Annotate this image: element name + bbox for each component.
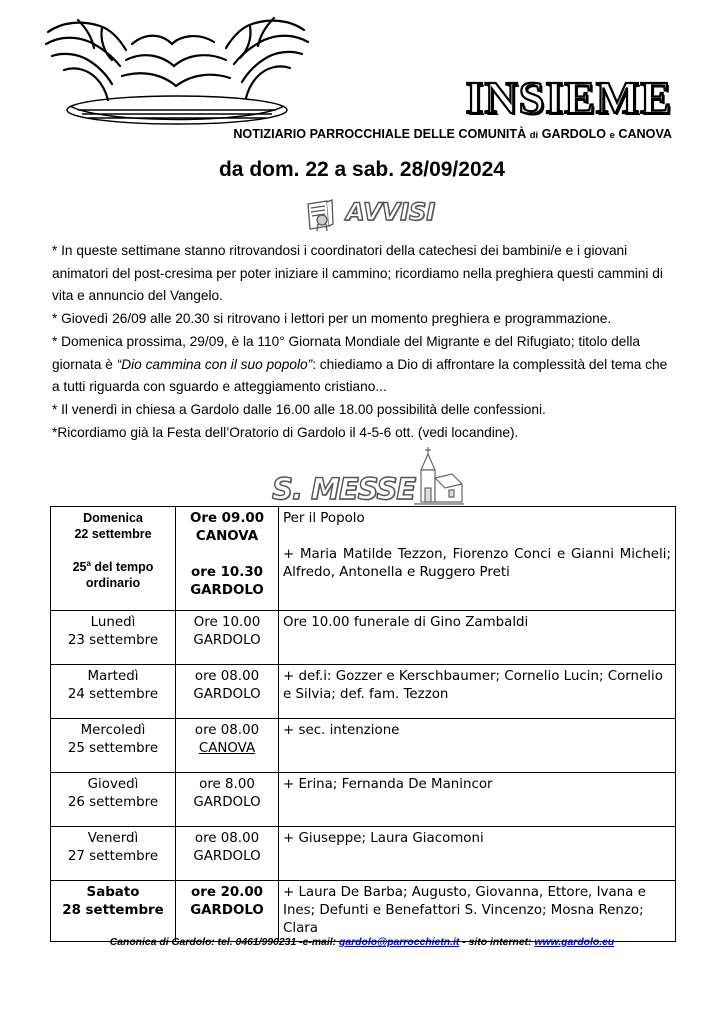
tuesday-time: ore 08.00	[194, 669, 260, 684]
thursday-place: GARDOLO	[193, 795, 261, 810]
sunday-place-1: CANOVA	[195, 529, 259, 544]
table-row-sunday	[51, 507, 676, 611]
wednesday-day-cell	[51, 719, 176, 773]
wednesday-date: 25 settembre	[67, 741, 159, 756]
monday-date: 23 settembre	[67, 633, 159, 648]
table-row-friday	[51, 827, 676, 881]
friday-intent: + Giuseppe; Laura Giacomoni	[279, 827, 676, 881]
sunday-intent-2: + Maria Matilde Tezzon, Fiorenzo Conci e Gianni Micheli; Alfredo, Antonella e Ruggero Preti	[283, 547, 671, 580]
wednesday-place: CANOVA	[198, 741, 256, 756]
sunday-day-cell	[51, 507, 176, 611]
sunday-liturgical-note	[55, 556, 171, 575]
sunday-date: 22 settembre	[74, 527, 152, 541]
sunday-time-cell	[176, 507, 279, 611]
friday-day-cell	[51, 827, 176, 881]
table-row-wednesday	[51, 719, 676, 773]
friday-time: ore 08.00	[194, 831, 260, 846]
sunday-place-2: GARDOLO	[190, 583, 264, 598]
monday-place: GARDOLO	[193, 633, 261, 648]
sunday-liturgical-note-line2: ordinario	[85, 576, 141, 591]
table-row-tuesday	[51, 665, 676, 719]
notices-block	[52, 240, 677, 444]
thursday-time: ore 8.00	[199, 777, 255, 792]
sunday-time-1: Ore 09.00	[189, 511, 265, 526]
monday-time: Ore 10.00	[193, 615, 261, 630]
tuesday-day-cell	[51, 665, 176, 719]
thursday-day: Giovedì	[87, 777, 139, 792]
notice-migrant-day-a: * Domenica prossima, 29/09, è la 110° Giornata Mondiale del Migrante e del Rifugiato; titolo della giornata è	[52, 333, 641, 372]
friday-time-cell	[176, 827, 279, 881]
sunday-note-number: 25	[72, 560, 87, 575]
table-row-thursday	[51, 773, 676, 827]
footer-site-text: - sito internet:	[459, 937, 535, 948]
thursday-intent: + Erina; Fernanda De Manincor	[279, 773, 676, 827]
monday-time-cell	[176, 611, 279, 665]
sunday-intent-1: Per il Popolo	[283, 511, 365, 526]
subtitle-di: di	[529, 130, 539, 141]
notice-migrant-day-c: : chiediamo a Dio di affrontare la complessità del tema che a tutti riguarda con sguardo e atteggiamento cristiano...	[52, 356, 668, 395]
wednesday-time-cell	[176, 719, 279, 773]
saturday-date: 28 settembre	[62, 903, 164, 918]
friday-day: Venerdì	[87, 831, 139, 846]
subtitle-canova: CANOVA	[618, 127, 672, 141]
monday-day: Lunedì	[90, 615, 136, 630]
messe-title: S. MESSE	[272, 472, 416, 506]
saturday-place: GARDOLO	[190, 903, 264, 918]
friday-place: GARDOLO	[193, 849, 261, 864]
tuesday-place: GARDOLO	[193, 687, 261, 702]
wednesday-intent: + sec. intenzione	[279, 719, 676, 773]
hands-illustration	[42, 14, 312, 132]
wednesday-day: Mercoledì	[80, 723, 146, 738]
tuesday-time-cell	[176, 665, 279, 719]
newsletter-subtitle	[180, 127, 672, 141]
wednesday-time: ore 08.00	[194, 723, 260, 738]
saturday-time: ore 20.00	[191, 885, 263, 900]
saturday-intent: + Laura De Barba; Augusto, Giovanna, Ettore, Ivana e Ines; Defunti e Benefattori S. Vincenzo; Mosna Renzo; Clara	[279, 881, 676, 942]
notice-confessions: * Il venerdì in chiesa a Gardolo dalle 16.00 alle 18.00 possibilità delle confessioni.	[52, 401, 546, 417]
saturday-day-cell	[51, 881, 176, 942]
tuesday-date: 24 settembre	[67, 687, 159, 702]
footer-contacts	[0, 937, 724, 948]
footer-website-link[interactable]: www.gardolo.eu	[534, 937, 615, 948]
sunday-day: Domenica	[83, 511, 143, 525]
thursday-date: 26 settembre	[67, 795, 159, 810]
church-icon	[408, 444, 464, 506]
thursday-day-cell	[51, 773, 176, 827]
notice-migrant-day	[52, 331, 677, 399]
avvisi-title: AVVISI	[346, 198, 436, 226]
thursday-time-cell	[176, 773, 279, 827]
sunday-intent-cell	[279, 507, 676, 611]
tuesday-intent: + def.i: Gozzer e Kerschbaumer; Cornelio Lucin; Cornelio e Silvia; def. fam. Tezzon	[279, 665, 676, 719]
footer-phone-text: Canonica di Gardolo: tel. 0461/990231 -e-mail:	[109, 937, 339, 948]
monday-intent: Ore 10.00 funerale di Gino Zambaldi	[279, 611, 676, 665]
sunday-time-2: ore 10.30	[191, 565, 263, 580]
sunday-note-rest: del tempo	[90, 560, 154, 575]
subtitle-main: NOTIZIARIO PARROCCHIALE DELLE COMUNITÀ	[233, 127, 527, 141]
noticeboard-icon	[305, 198, 335, 232]
week-dates: da dom. 22 a sab. 28/09/2024	[218, 158, 505, 181]
saturday-day: Sabato	[86, 885, 140, 900]
subtitle-e: e	[609, 130, 615, 141]
notice-migrant-day-theme: “Dio cammina con il suo popolo”	[116, 356, 313, 372]
masthead-title: INSIEME	[465, 72, 672, 123]
monday-day-cell	[51, 611, 176, 665]
notice-catechesis: * In queste settimane stanno ritrovandosi i coordinatori della catechesi dei bambini/e e i giovani animatori del post-cresima per poter iniziare il cammino; ricordiamo nella preghiera questi cammini di vita e annuncio del Vangelo.	[52, 243, 663, 304]
table-row-saturday	[51, 881, 676, 942]
tuesday-day: Martedì	[87, 669, 139, 684]
footer-email-link[interactable]: gardolo@parrocchietn.it	[338, 937, 460, 948]
sunday-note-superscript: a	[86, 559, 91, 568]
notice-readers: * Giovedì 26/09 alle 20.30 si ritrovano i lettori per un momento preghiera e programmazione.	[52, 311, 612, 327]
notice-oratorio-fest: *Ricordiamo già la Festa dell’Oratorio di Gardolo il 4-5-6 ott. (vedi locandine).	[52, 424, 519, 440]
table-row-monday	[51, 611, 676, 665]
masses-table	[50, 506, 676, 942]
subtitle-gardolo: GARDOLO	[541, 127, 607, 141]
saturday-time-cell	[176, 881, 279, 942]
friday-date: 27 settembre	[67, 849, 159, 864]
